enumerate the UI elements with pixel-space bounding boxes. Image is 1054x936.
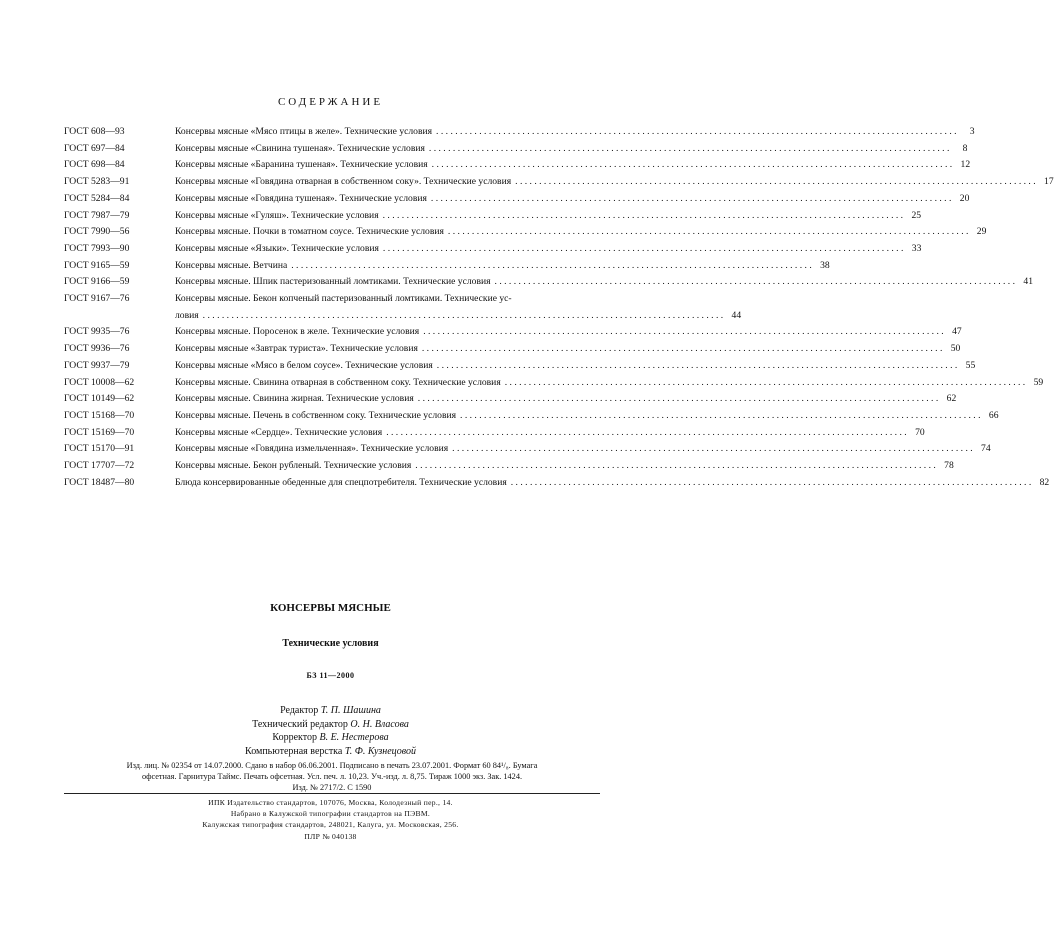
toc-entry-title: Консервы мясные «Говядина измельченная». Технические условия (175, 443, 449, 455)
credit-line (0, 731, 661, 745)
toc-entry-page: 29 (976, 226, 987, 238)
toc-entry-page: 55 (965, 359, 976, 371)
toc-entry-code: ГОСТ 7993—90 (64, 242, 130, 254)
toc-entry-title: Консервы мясные. Печень в собственном соку. Технические условия (175, 409, 457, 421)
toc-entry-code: ГОСТ 10008—62 (64, 376, 135, 388)
toc-entry-leader (383, 208, 903, 225)
toc-entry-title: Консервы мясные. Бекон рубленый. Технические условия (175, 460, 412, 472)
toc-entry-leader (432, 157, 952, 174)
toc-entry-code: ГОСТ 17707—72 (64, 460, 135, 472)
toc-entry-title: Консервы мясные «Говядина тушеная». Технические условия (175, 192, 427, 204)
toc-entry-leader (383, 241, 903, 258)
toc-entry-code: ГОСТ 10149—62 (64, 393, 135, 405)
credit-role: Редактор (280, 705, 319, 716)
toc-entry (64, 341, 961, 358)
toc-entry-page: 17 (1044, 176, 1054, 188)
toc-entry-leader (423, 324, 943, 341)
toc-entry (64, 324, 962, 341)
press-line: Набрано в Калужской типографии стандартов на ПЭВМ. (230, 809, 431, 819)
publication-subtitle: Технические условия (282, 638, 379, 649)
toc-entry (64, 441, 991, 458)
imprint-line: офсетная. Гарнитура Таймс. Печать офсетная. Усл. печ. л. 10,23. Уч.-изд. л. 8,75. Тираж 1000 экз. Зак. 1424. (141, 772, 523, 781)
toc-entry-page: 50 (950, 343, 961, 355)
toc-entry-title: Консервы мясные «Мясо в белом соусе». Технические условия (175, 359, 433, 371)
toc-entry-code: ГОСТ 9166—59 (64, 276, 130, 288)
toc-entry-code: ГОСТ 15169—70 (64, 426, 135, 438)
toc-entry (64, 124, 975, 141)
toc-entry-leader (386, 425, 906, 442)
toc-entry-leader (452, 441, 972, 458)
toc-entry (64, 291, 742, 324)
toc-entry-leader (415, 458, 935, 475)
toc-entry-title: Консервы мясные «Говядина отварная в собственном соку». Технические условия (175, 176, 512, 188)
toc-entry-leader (460, 408, 980, 425)
bz-number: БЗ 11—2000 (306, 671, 355, 680)
toc-entry-code: ГОСТ 15168—70 (64, 409, 135, 421)
divider (64, 793, 600, 794)
credit-name: В. Е. Нестерова (319, 732, 389, 743)
toc-entry-leader (437, 358, 957, 375)
toc-entry (64, 458, 954, 475)
toc-entry-leader (436, 124, 956, 141)
credit-role: Корректор (272, 732, 317, 743)
toc-entry-page: 59 (1033, 376, 1044, 388)
toc-entry-title: Блюда консервированные обеденные для спецпотребителя. Технические условия (175, 476, 507, 488)
toc-entry-title: Консервы мясные. Свинина отварная в собственном соку. Технические условия (175, 376, 501, 388)
publication-title: КОНСЕРВЫ МЯСНЫЕ (270, 602, 391, 614)
toc-entry-code: ГОСТ 698—84 (64, 159, 125, 171)
toc-entry-title: Консервы мясные. Ветчина (175, 259, 288, 271)
toc-entry-page: 20 (959, 192, 970, 204)
press-line: ПЛР № 040138 (304, 831, 357, 841)
toc-entry-title: Консервы мясные «Свинина тушеная». Технические условия (175, 142, 425, 154)
credit-name: О. Н. Власова (350, 718, 409, 730)
credits (0, 704, 661, 758)
toc-entry-page: 47 (952, 326, 962, 338)
credit-name: Т. Ф. Кузнецовой (344, 745, 416, 757)
toc-entry-title: Консервы мясные. Бекон копченый пастеризованный ломтиками. Технические ус- (175, 293, 512, 305)
toc-entry-title: Консервы мясные. Почки в томатном соусе. Технические условия (175, 226, 444, 238)
toc-entry (64, 375, 1044, 392)
toc-entry-leader (429, 141, 949, 158)
toc-entry-leader (431, 191, 951, 208)
toc-entry-code: ГОСТ 7987—79 (64, 209, 130, 221)
toc-entry-code: ГОСТ 18487—80 (64, 476, 135, 488)
toc-entry-page: 74 (981, 443, 991, 455)
toc-entry (64, 241, 922, 258)
toc-entry (64, 174, 1054, 191)
toc-entry-page: 82 (1039, 476, 1050, 488)
credit-line (0, 718, 661, 732)
imprint (64, 760, 600, 793)
imprint-line: Изд. № 2717/2. С 1590 (292, 783, 372, 792)
credit-role: Технический редактор (252, 718, 348, 730)
toc-entry-code: ГОСТ 9937—79 (64, 359, 130, 371)
toc-entry-title: Консервы мясные. Шпик пастеризованный ломтиками. Технические условия (175, 276, 491, 288)
imprint-line: Изд. лиц. № 02354 от 14.07.2000. Сдано в набор 06.06.2001. Подписано в печать 23.07.2001. Формат 60 84¹/₈. Бумага (126, 761, 538, 770)
toc-entry-leader (511, 475, 1031, 492)
toc-entry-page: 12 (960, 159, 971, 171)
toc-entry (64, 157, 971, 174)
toc-entry-page: 41 (1023, 276, 1033, 288)
toc-entry-leader (203, 308, 723, 325)
toc-entry-page: 8 (962, 142, 968, 154)
toc-entry-page: 38 (820, 259, 830, 271)
toc-entry-code: ГОСТ 15170—91 (64, 443, 135, 455)
toc-entry (64, 141, 968, 158)
toc-entry-title: Консервы мясные «Баранина тушеная». Технические условия (175, 159, 428, 171)
toc-entry-title: Консервы мясные «Гуляш». Технические условия (175, 209, 379, 221)
toc-entry-title-cont: ловия (175, 309, 199, 321)
toc-entry-leader (291, 258, 811, 275)
toc-entry-page: 62 (946, 393, 957, 405)
toc-entry-leader (448, 224, 968, 241)
toc-entry (64, 258, 830, 275)
toc-entry-title: Консервы мясные. Свинина жирная. Технические условия (175, 393, 414, 405)
toc-entry (64, 224, 987, 241)
toc-entry-page: 70 (915, 426, 925, 438)
toc-entry-title: Консервы мясные «Мясо птицы в желе». Технические условия (175, 126, 433, 137)
credit-line (0, 745, 661, 759)
press-line: Калужская типография стандартов, 248021, Калуга, ул. Московская, 256. (202, 820, 459, 830)
press-line: ИПК Издательство стандартов, 107076, Москва, Колодезный пер., 14. (208, 798, 453, 807)
toc-entry-code: ГОСТ 7990—56 (64, 226, 130, 238)
toc-entry (64, 274, 1033, 291)
toc-entry-page: 78 (944, 460, 954, 472)
toc-entry-title: Консервы мясные «Завтрак туриста». Технические условия (175, 343, 418, 355)
toc-entry-leader (495, 274, 1015, 291)
toc-entry (64, 191, 970, 208)
toc-entry (64, 425, 925, 442)
toc-entry (64, 408, 999, 425)
toc-entry-code: ГОСТ 5283—91 (64, 176, 130, 188)
toc-entry-leader (422, 341, 942, 358)
toc-entry-page: 3 (969, 126, 975, 137)
press-info (0, 797, 661, 842)
table-of-contents (64, 124, 1054, 491)
toc-entry-code: ГОСТ 9167—76 (64, 293, 130, 305)
toc-entry-code: ГОСТ 5284—84 (64, 192, 130, 204)
toc-entry-page: 66 (988, 409, 999, 421)
toc-entry-title: Консервы мясные «Языки». Технические условия (175, 242, 379, 254)
toc-entry-title: Консервы мясные «Сердце». Технические условия (175, 426, 383, 438)
credit-line (0, 704, 661, 718)
toc-entry-code: ГОСТ 9165—59 (64, 259, 130, 271)
credit-name: Т. П. Шашина (320, 705, 381, 716)
toc-entry-code: ГОСТ 608—93 (64, 126, 125, 137)
toc-entry (64, 475, 1050, 492)
toc-entry-code: ГОСТ 9935—76 (64, 326, 130, 338)
toc-entry-leader (418, 391, 938, 408)
toc-entry-page: 44 (731, 309, 742, 321)
toc-entry-page: 33 (911, 242, 922, 254)
toc-entry (64, 358, 976, 375)
toc-entry-title: Консервы мясные. Поросенок в желе. Технические условия (175, 326, 420, 338)
credit-role: Компьютерная верстка (245, 745, 343, 757)
toc-entry (64, 208, 922, 225)
toc-entry-leader (515, 174, 1035, 191)
toc-entry-leader (505, 375, 1025, 392)
toc-entry (64, 391, 957, 408)
contents-heading: СОДЕРЖАНИЕ (277, 96, 384, 108)
toc-entry-code: ГОСТ 9936—76 (64, 343, 130, 355)
toc-entry-code: ГОСТ 697—84 (64, 142, 125, 154)
toc-entry-page: 25 (911, 209, 922, 221)
